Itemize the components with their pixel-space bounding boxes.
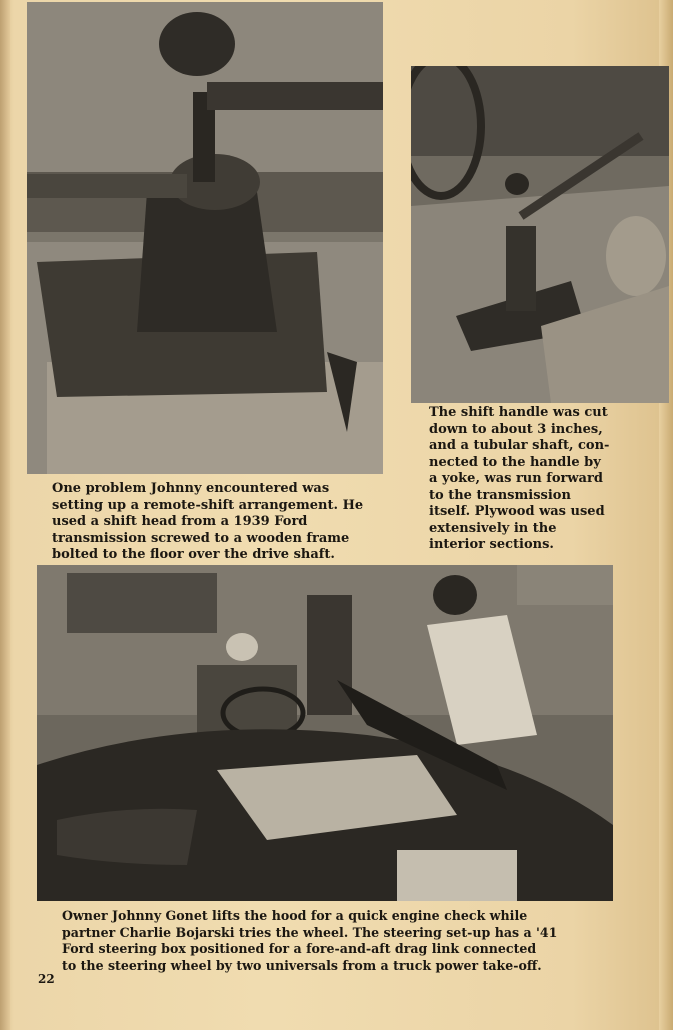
caption-line: used a shift head from a 1939 Ford <box>52 514 308 529</box>
caption-line: itself. Plywood was used <box>429 504 605 519</box>
caption-line: and a tubular shaft, con- <box>429 438 610 453</box>
caption-line: to the transmission <box>429 487 571 503</box>
caption-garage-car <box>62 908 557 974</box>
caption-shift-interior <box>429 405 609 554</box>
caption-line: The shift handle was cut <box>429 405 608 420</box>
caption-line: Ford steering box positioned for a fore-and-aft drag link connected <box>62 941 537 956</box>
caption-line: setting up a remote-shift arrangement. He <box>52 497 364 513</box>
caption-line: a yoke, was run forward <box>429 471 603 486</box>
caption-line: transmission screwed to a wooden frame <box>52 530 350 546</box>
photo-garage-car <box>37 565 613 901</box>
caption-line: extensively in the <box>429 520 557 536</box>
caption-line: One problem Johnny encountered was <box>52 481 330 496</box>
page-binding-edge <box>0 0 10 1030</box>
caption-shift-head <box>52 481 363 564</box>
caption-line: partner Charlie Bojarski tries the wheel. The steering set-up has a '41 <box>62 924 558 940</box>
caption-line: to the steering wheel by two universals from a truck power take-off. <box>62 957 542 973</box>
caption-line: interior sections. <box>429 537 554 552</box>
caption-line: down to about 3 inches, <box>429 421 603 437</box>
page-number: 22 <box>38 972 55 986</box>
caption-line: nected to the handle by <box>429 454 601 470</box>
caption-line: bolted to the floor over the drive shaft. <box>52 547 335 562</box>
caption-line: Owner Johnny Gonet lifts the hood for a quick engine check while <box>62 908 528 923</box>
photo-shift-head <box>27 2 383 474</box>
photo-shift-interior <box>411 66 669 403</box>
